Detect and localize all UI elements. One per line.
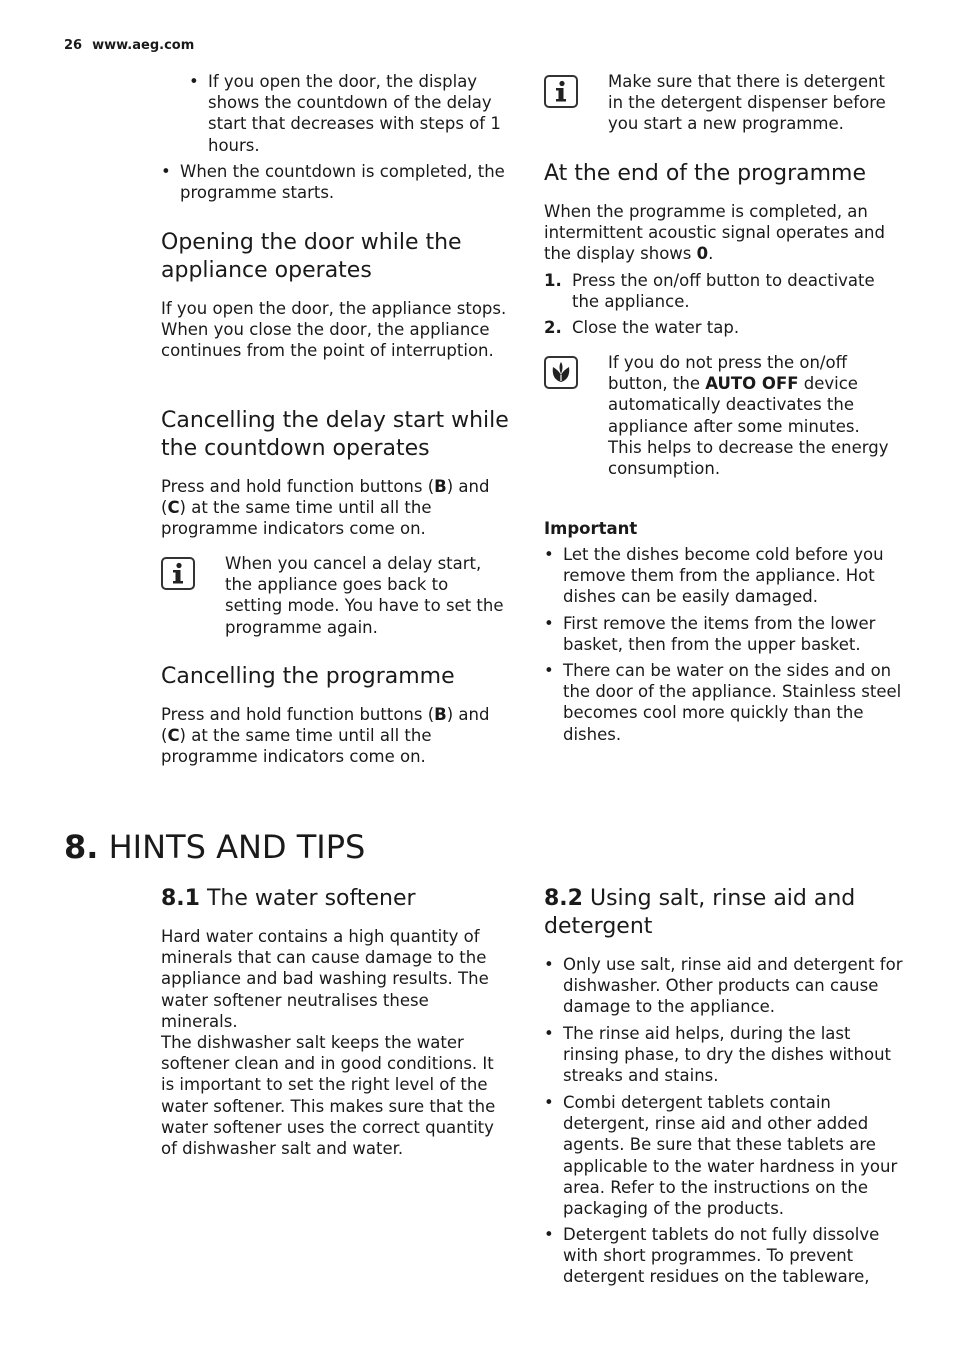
list-item (544, 1023, 893, 1087)
list-item-text: Combi detergent tablets contain detergent, rinse aid and other added agents. Be sure that these tablets are applicable to the water hardness in your area. Refer to the instructions on the packaging of the products. (563, 1093, 898, 1219)
info-detergent-text: Make sure that there is detergent in the detergent dispenser before you start a new programme. (608, 72, 886, 134)
heading-cancel-delay: Cancelling the delay start while the countdown operates (161, 408, 509, 461)
paragraph-water-softener-1: Hard water contains a high quantity of minerals that can cause damage to the appliance and bad washing results. The water softener neutralises these minerals. (161, 927, 489, 1031)
list-item (189, 71, 508, 156)
list-item-text: First remove the items from the lower basket, then from the upper basket. (563, 614, 876, 655)
list-item-text: Press the on/off button to deactivate the appliance. (572, 271, 875, 312)
heading-salt-rinse-detergent: 8.2 Using salt, rinse aid and detergent (544, 886, 856, 939)
chapter-heading: 8. HINTS AND TIPS (64, 828, 366, 866)
list-item (544, 613, 903, 655)
important-label: Important (544, 519, 638, 538)
list-item (544, 954, 903, 1018)
page-number: 26 (64, 38, 83, 53)
heading-end-programme: At the end of the programme (544, 161, 866, 186)
page-header (64, 38, 194, 53)
list-item-text: Detergent tablets do not fully dissolve with short programmes. To prevent detergent residues on the tableware, (563, 1225, 880, 1287)
list-item (544, 1224, 903, 1288)
list-item-text: Let the dishes become cold before you remove them from the appliance. Hot dishes can be easily damaged. (563, 545, 884, 607)
list-item (161, 161, 510, 203)
list-item (544, 660, 903, 745)
paragraph-end-programme: When the programme is completed, an intermittent acoustic signal operates and the display shows 0. (544, 202, 885, 264)
paragraph-opening-door: If you open the door, the appliance stops. When you close the door, the appliance continues from the point of interruption. (161, 299, 507, 361)
list-item-text: When the countdown is completed, the programme starts. (180, 162, 505, 203)
list-item-text: The rinse aid helps, during the last rinsing phase, to dry the dishes without streaks and stains. (563, 1024, 891, 1086)
info-icon (544, 75, 578, 108)
list-item (544, 544, 903, 608)
eco-leaf-icon (544, 356, 578, 389)
list-item: 1. Press the on/off button to deactivate the appliance. (544, 271, 875, 312)
heading-opening-door: Opening the door while the appliance operates (161, 230, 462, 283)
heading-cancel-programme: Cancelling the programme (161, 664, 455, 689)
list-item-text: If you open the door, the display shows the countdown of the delay start that decreases with steps of 1 hours. (208, 72, 501, 155)
eco-auto-off-text: If you do not press the on/off button, the AUTO OFF device automatically deactivates the appliance after some minutes. This helps to decrease the energy consumption. (608, 353, 889, 479)
info-icon (161, 557, 195, 590)
list-item: 2. Close the water tap. (544, 318, 740, 337)
list-item-text: Close the water tap. (572, 318, 740, 337)
heading-water-softener: 8.1 The water softener (161, 886, 416, 911)
paragraph-cancel-delay: Press and hold function buttons (B) and (C) at the same time until all the programme indicators come on. (161, 477, 490, 539)
header-url: www.aeg.com (92, 38, 195, 53)
list-item-text: There can be water on the sides and on the door of the appliance. Stainless steel becomes cool more quickly than the dishes. (563, 661, 902, 744)
list-item-text: Only use salt, rinse aid and detergent for dishwasher. Other products can cause damage to the appliance. (563, 955, 903, 1017)
list-item (544, 1092, 903, 1219)
paragraph-cancel-programme: Press and hold function buttons (B) and (C) at the same time until all the programme indicators come on. (161, 705, 490, 767)
paragraph-water-softener-2: The dishwasher salt keeps the water softener clean and in good conditions. It is important to set the right level of the water softener. This makes sure that the water softener uses the correct quantity of dishwasher salt and water. (161, 1033, 496, 1159)
info-cancel-text: When you cancel a delay start, the appliance goes back to setting mode. You have to set the programme again. (225, 554, 504, 637)
